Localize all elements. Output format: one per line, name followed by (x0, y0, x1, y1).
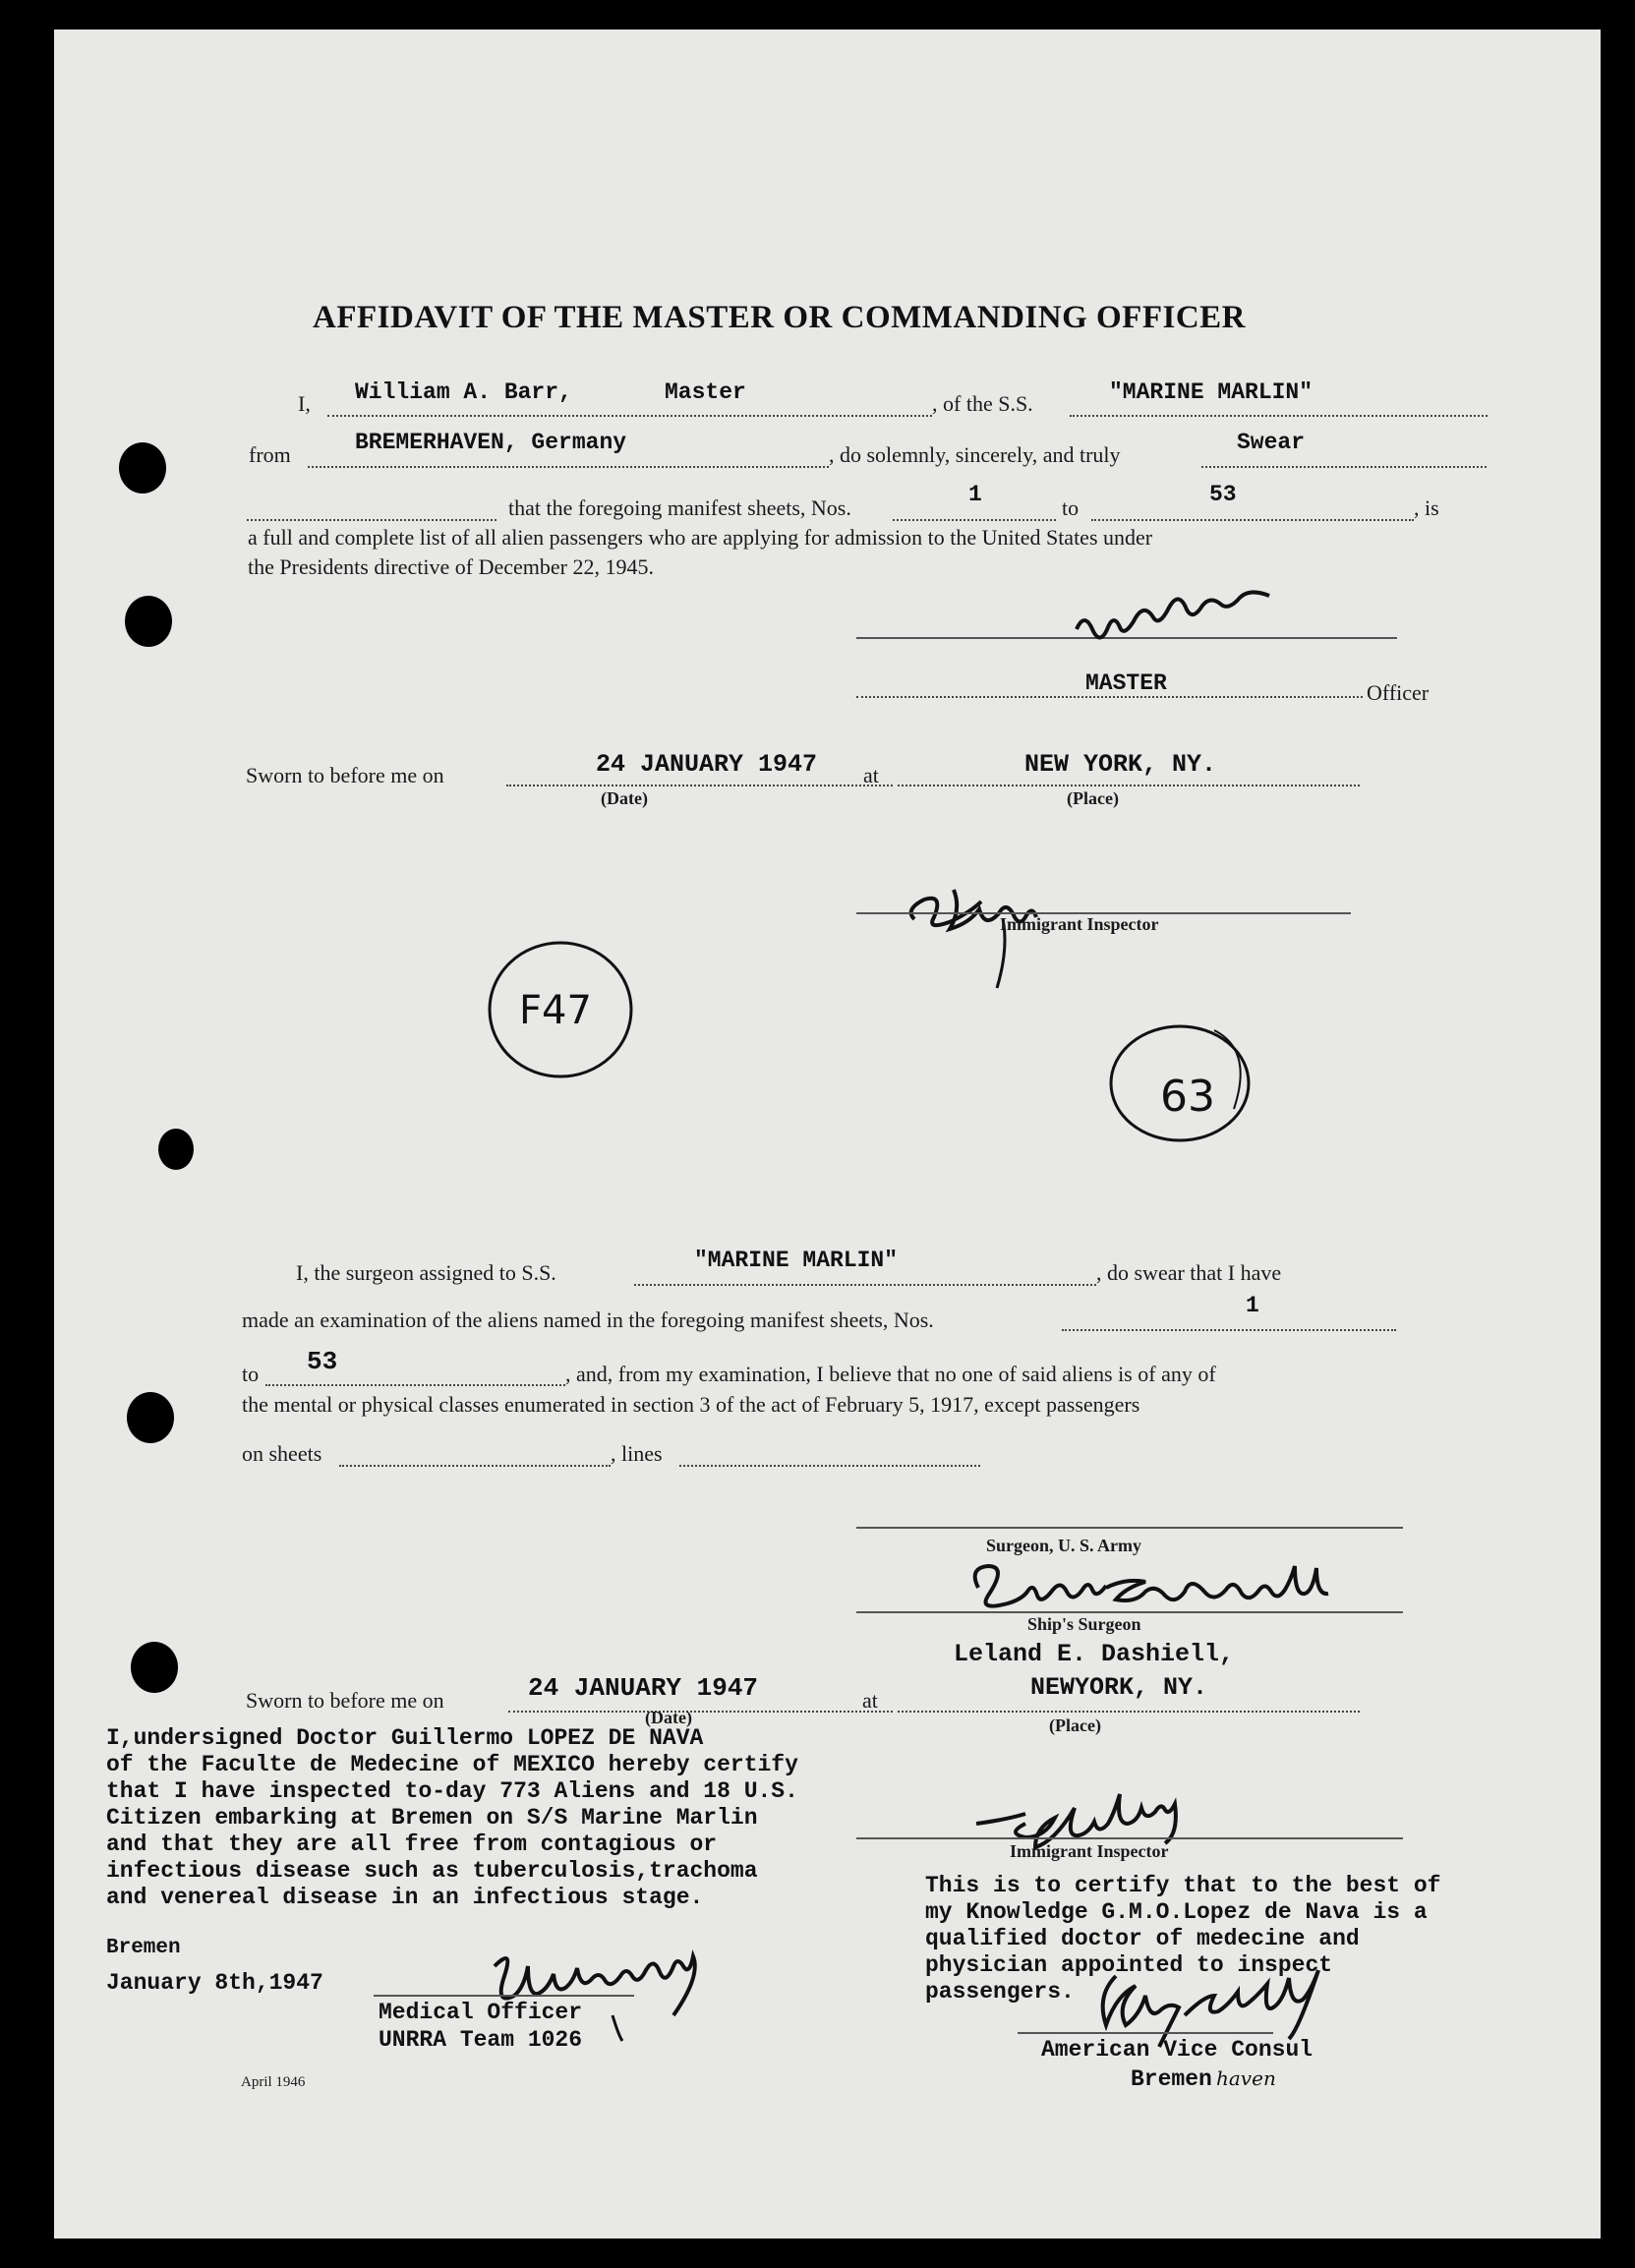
cert-right-place-handwritten: haven (1216, 2066, 1276, 2090)
surgeon-typed-name: Leland E. Dashiell, (954, 1640, 1235, 1668)
of-the-ss-label: , of the S.S. (932, 391, 1033, 416)
binder-hole-3 (127, 1392, 174, 1443)
cert-left-line-3: that I have inspected to-day 773 Aliens and 18 U.S. (106, 1778, 798, 1804)
master-title: MASTER (1085, 670, 1167, 696)
sworn1-label: Sworn to before me on (246, 763, 444, 787)
surgeon-to-label: to (242, 1362, 260, 1386)
solemnly-label: , do solemnly, sincerely, and truly (829, 442, 1121, 467)
master-signature (1067, 585, 1322, 654)
manifest-to-label: to (1062, 495, 1080, 520)
cert-left-line-4: Citizen embarking at Bremen on S/S Marine Marlin (106, 1805, 758, 1831)
sworn1-date: 24 JANUARY 1947 (596, 750, 818, 779)
cert-right-line-5: passengers. (925, 1979, 1075, 2005)
cert-left-role: Medical Officer (379, 2000, 583, 2025)
binder-hole-4 (131, 1642, 178, 1693)
surgeon-line3-suffix: , and, from my examination, I believe that no one of said aliens is of any of (565, 1362, 1216, 1386)
affidavit-page (54, 29, 1601, 2239)
cert-left-date: January 8th,1947 (106, 1970, 323, 1996)
cert-left-place: Bremen (106, 1937, 181, 1959)
sworn1-place: NEW YORK, NY. (1024, 750, 1217, 779)
surgeon-ship-name: "MARINE MARLIN" (694, 1248, 899, 1273)
departure-port: BREMERHAVEN, Germany (355, 430, 627, 455)
surgeon-army-caption: Surgeon, U. S. Army (986, 1536, 1142, 1555)
cert-right-title: American Vice Consul (1041, 2037, 1314, 2063)
oath-word: Swear (1237, 430, 1306, 455)
cert-left-line-1: I,undersigned Doctor Guillermo LOPEZ DE NAVA (106, 1725, 704, 1751)
page-title: AFFIDAVIT OF THE MASTER OR COMMANDING OFFICER (313, 300, 1246, 335)
i-prefix: I, (298, 391, 311, 416)
manifest-text: that the foregoing manifest sheets, Nos. (508, 495, 851, 520)
cert-right-line-3: qualified doctor of medecine and (925, 1926, 1360, 1951)
sworn1-date-caption: (Date) (601, 788, 648, 808)
sworn2-date: 24 JANUARY 1947 (528, 1673, 759, 1703)
cert-left-line-7: and venereal disease in an infectious stage. (106, 1885, 704, 1910)
form-date: April 1946 (241, 2074, 306, 2090)
inspector2-caption: Immigrant Inspector (1010, 1841, 1169, 1861)
cert-right-line-4: physician appointed to inspect (925, 1952, 1333, 1978)
manifest-from: 1 (968, 482, 982, 507)
body-line-2: the Presidents directive of December 22, 1945. (248, 554, 654, 579)
sworn1-place-caption: (Place) (1067, 788, 1119, 808)
cert-right-place-typed: Bremen (1131, 2066, 1212, 2092)
sworn2-place: NEWYORK, NY. (1030, 1673, 1208, 1702)
circled-number-left-text: F47 (519, 988, 592, 1033)
sworn1-at-label: at (863, 763, 879, 787)
cert-left-line-6: infectious disease such as tuberculosis,trachoma (106, 1858, 758, 1884)
surgeon-nos-from: 1 (1246, 1293, 1259, 1318)
cert-left-team: UNRRA Team 1026 (379, 2027, 583, 2053)
ship-name: "MARINE MARLIN" (1109, 379, 1314, 405)
lines-label: , lines (611, 1441, 663, 1466)
binder-hole-2 (125, 596, 172, 647)
sworn2-place-caption: (Place) (1049, 1716, 1101, 1735)
cert-right-line-1: This is to certify that to the best of (925, 1873, 1441, 1898)
manifest-to: 53 (1209, 482, 1237, 507)
sworn2-label: Sworn to before me on (246, 1688, 444, 1713)
body-line-1: a full and complete list of all alien passengers who are applying for admission to the United States under (248, 525, 1153, 550)
surgeon-line4: the mental or physical classes enumerated in section 3 of the act of February 5, 1917, except passengers (242, 1392, 1140, 1417)
sworn2-date-caption: (Date) (645, 1708, 692, 1727)
surgeon-nos-to: 53 (307, 1347, 338, 1376)
binder-hole-5 (158, 1129, 194, 1170)
manifest-is-label: , is (1414, 495, 1439, 520)
cert-left-line-2: of the Faculte de Medecine of MEXICO hereby certify (106, 1752, 798, 1777)
circled-number-right-text: 63 (1160, 1072, 1215, 1122)
cert-left-line-5: and that they are all free from contagious or (106, 1832, 718, 1857)
ships-surgeon-caption: Ship's Surgeon (1027, 1614, 1141, 1634)
officer-label: Officer (1367, 680, 1430, 705)
from-label: from (249, 442, 291, 467)
sworn2-at-label: at (862, 1688, 878, 1713)
on-sheets-label: on sheets (242, 1441, 322, 1466)
inspector1-caption: Immigrant Inspector (1000, 914, 1159, 934)
surgeon-line1-prefix: I, the surgeon assigned to S.S. (296, 1260, 556, 1285)
master-name: William A. Barr, (355, 379, 572, 405)
surgeon-line2: made an examination of the aliens named in the foregoing manifest sheets, Nos. (242, 1308, 934, 1332)
cert-right-line-2: my Knowledge G.M.O.Lopez de Nava is a (925, 1899, 1428, 1925)
surgeon-line1-suffix: , do swear that I have (1096, 1260, 1282, 1285)
binder-hole-1 (119, 442, 166, 494)
master-rank: Master (665, 379, 746, 405)
